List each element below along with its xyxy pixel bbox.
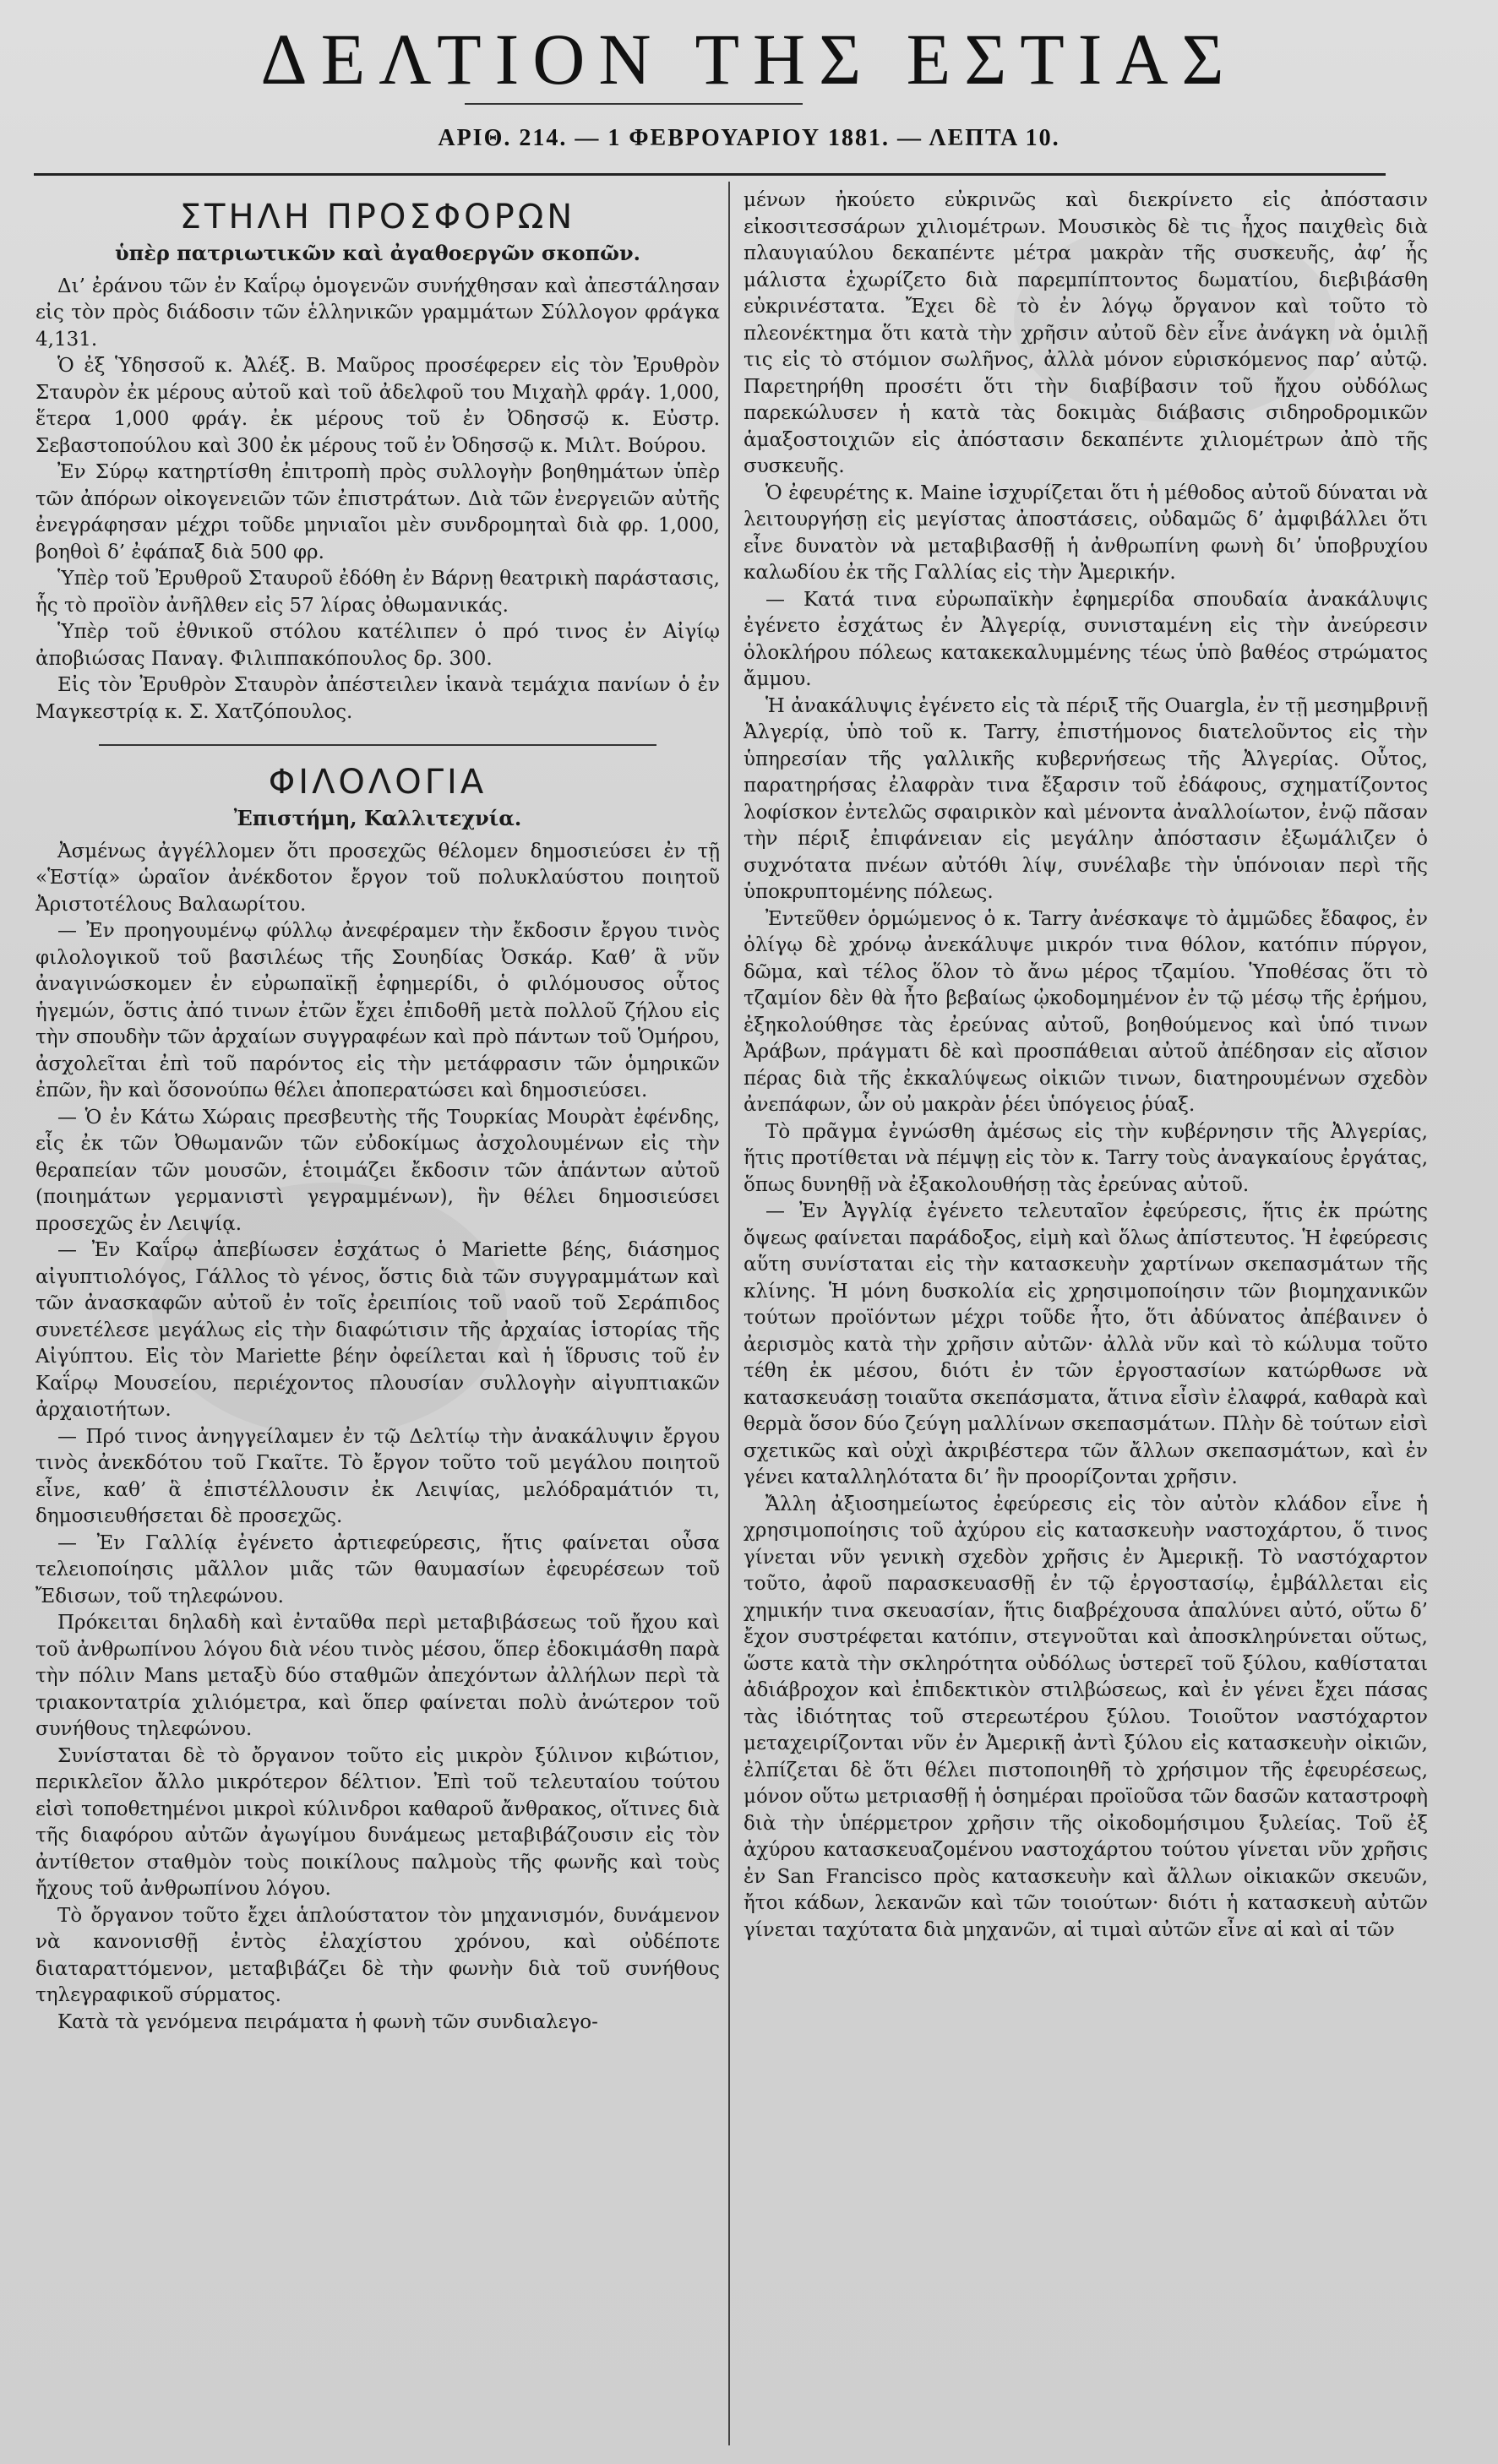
paragraph: Εἰς τὸν Ἐρυθρὸν Σταυρὸν ἀπέστειλεν ἱκανὰ τεμάχια πανίων ὁ ἐν Μαγκεστρίᾳ κ. Σ. Χατζόπουλος.	[35, 674, 720, 723]
section-rule	[99, 744, 656, 746]
paragraph: Τὸ πρᾶγμα ἐγνώσθη ἀμέσως εἰς τὴν κυβέρνησιν τῆς Ἀλγερίας, ἥτις προτίθεται νὰ πέμψῃ εἰς τὸν κ. Tarry τοὺς ἀναγκαίους ἐργάτας, ὅπως δυνηθῇ νὰ ἐξακολουθήσῃ τὰς ἐρεύνας αὐτοῦ.	[744, 1120, 1428, 1196]
paragraph: Ὑπὲρ τοῦ Ἐρυθροῦ Σταυροῦ ἐδόθη ἐν Βάρνῃ θεατρικὴ παράστασις, ἧς τὸ προϊὸν ἀνῆλθεν εἰς 57 λίρας ὀθωμανικάς.	[35, 568, 720, 617]
paragraph: μένων ἠκούετο εὐκρινῶς καὶ διεκρίνετο εἰς ἀπόστασιν εἰκοσιτεσσάρων χιλιομέτρων. Μουσικὸς δὲ τις ἦχος παιχθεὶς διὰ πλαυγιαύλου δεκαπέντε μέτρα μακρὰν τῆς συσκευῆς, ἀφ’ ἧς μάλιστα ἐχωρίζετο διὰ παρεμπίπτοντος δωματίου, διεβιβάσθη εὐκρινέστατα. Ἔχει δὲ τὸ ἐν λόγῳ ὄργανον καὶ τοῦτο τὸ πλεονέκτημα ὅτι κατὰ τὴν χρῆσιν αὐτοῦ δὲν εἶνε ἀνάγκη νὰ ὁμιλῇ τις εἰς τὸ στόμιον σωλῆνος, ἀλλὰ μόνον εὑρισκόμενος παρ’ αὐτῷ. Παρετηρήθη προσέτι ὅτι τὴν διαβίβασιν τοῦ ἤχου οὐδόλως παρεκώλυσεν ἡ κατὰ τὰς δοκιμὰς διάβασις σιδηροδρομικῶν ἁμαξοστοιχιῶν εἰς ἀπόστασιν δεκαπέντε χιλιομέτρων ἀπὸ τῆς συσκευῆς.	[744, 189, 1428, 477]
issue-line: ΑΡΙΘ. 214. — 1 ΦΕΒΡΟΥΑΡΙΟΥ 1881. — ΛΕΠΤΑ 10.	[438, 125, 1060, 151]
paragraph: Ὁ ἐφευρέτης κ. Maine ἰσχυρίζεται ὅτι ἡ μέθοδος αὐτοῦ δύναται νὰ λειτουργήσῃ εἰς μεγίστας ἀποστάσεις, οὐδαμῶς δ’ ἀμφιβάλλει ὅτι εἶνε δυνατὸν νὰ μεταβιβασθῇ ἡ ἀνθρωπίνη φωνὴ δι’ ὑποβρυχίου καλωδίου ἐκ τῆς Γαλλίας εἰς τὴν Ἀμερικήν.	[744, 481, 1428, 584]
paragraph: Ἐν Σύρῳ κατηρτίσθη ἐπιτροπὴ πρὸς συλλογὴν βοηθημάτων ὑπὲρ τῶν ἀπόρων οἰκογενειῶν τῶν ἐπιστράτων. Διὰ τῶν ἐνεργειῶν αὐτῆς ἐνεγράφησαν μέχρι τοῦδε μηνιαῖοι μὲν συνδρομηταὶ διὰ φρ. 1,000, βοηθοὶ δ’ ἐφάπαξ διὰ 500 φρ.	[35, 461, 720, 563]
paragraph: — Ἐν προηγουμένῳ φύλλῳ ἀνεφέραμεν τὴν ἔκδοσιν ἔργου τινὸς φιλολογικοῦ τοῦ βασιλέως τῆς Σουηδίας Ὀσκάρ. Καθ’ ἃ νῦν ἀναγινώσκομεν ἐν εὐρωπαϊκῇ ἐφημερίδι, ὁ φιλόμουσος οὗτος ἡγεμών, ὅστις ἀπό τινων ἐτῶν ἔχει ἐπιδοθῆ μετὰ πολλοῦ ζήλου εἰς τὴν σπουδὴν τῶν ἀρχαίων συγγραφέων καὶ πρὸ πάντων τοῦ Ὁμήρου, ἀσχολεῖται ἐπὶ τοῦ παρόντος εἰς τὴν μετάφρασιν τῶν ὁμηρικῶν ἐπῶν, ἣν καὶ ὅσονούπω θέλει ἀποπερατώσει καὶ δημοσιεύσει.	[35, 920, 720, 1101]
paragraph: Ὑπὲρ τοῦ ἐθνικοῦ στόλου κατέλιπεν ὁ πρό τινος ἐν Αἰγίῳ ἀποβιώσας Παναγ. Φιλιππακόπουλος δρ. 300.	[35, 621, 720, 670]
paragraph: Συνίσταται δὲ τὸ ὄργανον τοῦτο εἰς μικρὸν ξύλινον κιβώτιον, περικλεῖον ἄλλο μικρότερον δέλτιον. Ἐπὶ τοῦ τελευταίου τούτου εἰσὶ τοποθετημένοι μικροὶ κύλινδροι καθαροῦ ἄνθρακος, οἵτινες διὰ τῆς διαφόρου αὐτῶν ἀγωγίμου δυνάμεως μεταβιβάζουσιν εἰς τὸν ἀντίθετον σταθμὸν τοὺς ποικίλους παλμοὺς τῆς φωνῆς καὶ τοὺς ἤχους τοῦ ἀνθρωπίνου λόγου.	[35, 1744, 720, 1900]
paragraph: Πρόκειται δηλαδὴ καὶ ἐνταῦθα περὶ μεταβιβάσεως τοῦ ἤχου καὶ τοῦ ἀνθρωπίνου λόγου διὰ νέου τινὸς μέσου, ὅπερ ἐδοκιμάσθη παρὰ τὴν πόλιν Mans μεταξὺ δύο σταθμῶν ἀπεχόντων ἀλλήλων περὶ τὰ τριακοντατρία χιλιόμετρα, καὶ ὅπερ φαίνεται πολὺ ἀνώτερον τοῦ συνήθους τηλεφώνου.	[35, 1612, 720, 1740]
masthead-rule	[465, 103, 803, 105]
paragraph: Ὁ ἐξ Ὑδησσοῦ κ. Ἀλέξ. Β. Μαῦρος προσέφερεν εἰς τὸν Ἐρυθρὸν Σταυρὸν ἐκ μέρους αὐτοῦ καὶ τοῦ ἀδελφοῦ του Μιχαὴλ φράγ. 1,000, ἕτερα 1,000 φράγ. ἐκ μέρους τοῦ ἐν Ὀδησσῷ κ. Εὐστρ. Σεβαστοπούλου καὶ 300 ἐκ μέρους τοῦ ἐν Ὀδησσῷ κ. Μιλτ. Βούρου.	[35, 355, 720, 457]
right-column	[744, 188, 1428, 1944]
paragraph: Ἀσμένως ἀγγέλλομεν ὅτι προσεχῶς θέλομεν δημοσιεύσει ἐν τῇ «Ἑστίᾳ» ὡραῖον ἀνέκδοτον ἔργον τοῦ πολυκλαύστου ποιητοῦ Ἀριστοτέλους Βαλαωρίτου.	[35, 840, 720, 916]
paragraph: Τὸ ὄργανον τοῦτο ἔχει ἁπλούστατον τὸν μηχανισμόν, δυνάμενον νὰ κανονισθῇ ἐντὸς ἐλαχίστου χρόνου, καὶ οὐδέποτε διαταραττόμενον, μεταβιβάζει δὲ τὴν φωνὴν διὰ τοῦ συνήθους τηλεγραφικοῦ σύρματος.	[35, 1904, 720, 2006]
paragraph: — Ἐν Γαλλίᾳ ἐγένετο ἀρτιεφεύρεσις, ἥτις φαίνεται οὖσα τελειοποίησις μᾶλλον μιᾶς τῶν θαυμασίων ἐφευρέσεων τοῦ Ἔδισων, τοῦ τηλεφώνου.	[35, 1531, 720, 1607]
paragraph: Δι’ ἐράνου τῶν ἐν Καΐρῳ ὁμογενῶν συνήχθησαν καὶ ἀπεστάλησαν εἰς τὸν πρὸς διάδοσιν τῶν ἑλληνικῶν γραμμάτων Σύλλογον φράγκα 4,131.	[35, 275, 720, 351]
paragraph: — Ἐν Καΐρῳ ἀπεβίωσεν ἐσχάτως ὁ Mariette βέης, διάσημος αἰγυπτιολόγος, Γάλλος τὸ γένος, ὅστις διὰ τῶν συγγραμμάτων καὶ τῶν ἀνασκαφῶν αὐτοῦ ἐν τοῖς ἐρειπίοις τοῦ ναοῦ τοῦ Σεράπιδος συνετέλεσε μεγάλως εἰς τὴν διαφώτισιν τῆς ἀρχαίας ἱστορίας τῆς Αἰγύπτου. Εἰς τὸν Mariette βέην ὀφείλεται καὶ ἡ ἵδρυσις τοῦ ἐν Καΐρῳ Μουσείου, περιέχοντος πλουσίαν συλλογὴν αἰγυπτιακῶν ἀρχαιοτήτων.	[35, 1239, 720, 1421]
column-divider	[728, 182, 730, 2445]
paragraph: — Κατά τινα εὐρωπαϊκὴν ἐφημερίδα σπουδαία ἀνακάλυψις ἐγένετο ἐσχάτως ἐν Ἀλγερίᾳ, συνισταμένη εἰς τὴν ἀνεύρεσιν ὁλοκλήρου πόλεως κατακεκαλυμμένης τέως ὑπὸ βαθέος στρώματος ἄμμου.	[744, 588, 1428, 690]
paragraph: Ἡ ἀνακάλυψις ἐγένετο εἰς τὰ πέριξ τῆς Ouargla, ἐν τῇ μεσημβρινῇ Ἀλγερίᾳ, ὑπὸ τοῦ κ. Tarry, ἐπιστήμονος διατελοῦντος εἰς τὴν ὑπηρεσίαν τῆς γαλλικῆς κυβερνήσεως τῆς Ἀλγερίας. Οὗτος, παρατηρήσας ἐλαφρὰν τινα ἔξαρσιν τοῦ ἐδάφους, σχηματίζοντος λοφίσκον ἐντελῶς σφαιρικὸν καὶ μένοντα ἀναλλοίωτον, ἐνῷ πᾶσαν τὴν πέριξ ἐπιφάνειαν εἰς μεγάλην ἀπόστασιν ἐξωμάλιζεν ὁ συχνότατα πνέων αὐτόθι λίψ, συνέλαβε τὴν ὑπόνοιαν περὶ τῆς ὑποκρυπτομένης πόλεως.	[744, 694, 1428, 903]
paragraph: Κατὰ τὰ γενόμενα πειράματα ἡ φωνὴ τῶν συνδιαλεγο-	[57, 2010, 598, 2033]
section-subtitle-philology: Ἐπιστήμη, Καλλιτεχνία.	[233, 806, 522, 830]
section-title-philology: ΦΙΛΟΛΟΓΙΑ	[268, 763, 488, 802]
section-subtitle-offers: ὑπὲρ πατριωτικῶν καὶ ἀγαθοεργῶν σκοπῶν.	[115, 241, 640, 265]
paragraph: Ἐντεῦθεν ὁρμώμενος ὁ κ. Tarry ἀνέσκαψε τὸ ἀμμῶδες ἔδαφος, ἐν ὀλίγῳ δὲ χρόνῳ ἀνεκάλυψε μικρόν τινα θόλον, κατόπιν πύργον, δῶμα, καὶ τέλος ὅλον τὸ ἄνω μέρος τζαμίου. Ὑποθέσας ὅτι τὸ τζαμίον δὲν θὰ ἦτο βεβαίως ᾠκοδομημένον ἐν τῷ μέσῳ τῆς ἐρήμου, ἐξηκολούθησε τὰς ἐρεύνας αὐτοῦ, βοηθούμενος καὶ ὑπό τινων Ἀράβων, πράγματι δὲ καὶ προσπάθειαι αὐτοῦ ἀπέδησαν εἰς αἴσιον πέρας διὰ τῆς ἐκκαλύψεως οἰκιῶν τινων, διατηρουμένων σχεδὸν ἀνεπάφων, ὧν οὐ μακρὰν ῥέει ὑπόγειος ῥύαξ.	[744, 907, 1428, 1116]
paragraph: — Ἐν Ἀγγλίᾳ ἐγένετο τελευταῖον ἐφεύρεσις, ἥτις ἐκ πρώτης ὄψεως φαίνεται παράδοξος, εἰμὴ καὶ ὅλως ἀπίστευτος. Ἡ ἐφεύρεσις αὕτη συνίσταται εἰς τὴν κατασκευὴν χαρτίνων σκεπασμάτων τῆς κλίνης. Ἡ μόνη δυσκολία εἰς χρησιμοποίησιν τῶν βιομηχανικῶν τούτων προϊόντων μέχρι τοῦδε ἦτο, ὅτι ἀδύνατος ἀπέβαινεν ὁ ἀερισμὸς κατὰ τὴν χρῆσιν αὐτῶν· ἀλλὰ νῦν καὶ τὸ κώλυμα τοῦτο τέθη ἐκ μέσου, διότι ἐν τῶν ἐργοστασίων κατώρθωσε νὰ κατασκευάσῃ τοιαῦτα σκεπάσματα, ἅτινα εἶσὶν ἐλαφρά, καθαρὰ καὶ θερμὰ ὅσον δύο ζεύγη μαλλίνων σκεπασμάτων. Πλὴν δὲ τούτων εἰσὶ σχετικῶς καὶ οὐχὶ ἀκριβέστερα τῶν ἄλλων σκεπασμάτων, καὶ ἐν γένει καταλληλότατα δι’ ἣν προορίζονται χρῆσιν.	[744, 1200, 1428, 1488]
masthead-title: ΔΕΛΤΙΟΝ ΤΗΣ ΕΣΤΙΑΣ	[260, 19, 1238, 100]
paragraph: — Ὁ ἐν Κάτω Χώραις πρεσβευτὴς τῆς Τουρκίας Μουρὰτ ἐφένδης, εἷς ἐκ τῶν Ὀθωμανῶν τῶν εὐδοκίμως ἀσχολουμένων εἰς τὴν θεραπείαν τῶν μουσῶν, ἑτοιμάζει ἔκδοσιν τῶν ἁπάντων αὐτοῦ (ποιημάτων γερμανιστὶ γεγραμμένων), ἣν θέλει δημοσιεύσει προσεχῶς ἐν Λειψίᾳ.	[35, 1106, 720, 1235]
left-column	[35, 188, 720, 2036]
section-title-offers: ΣΤΗΛΗ ΠΡΟΣΦΟΡΩΝ	[179, 198, 576, 237]
paragraph: — Πρό τινος ἀνηγγείλαμεν ἐν τῷ Δελτίῳ τὴν ἀνακάλυψιν ἔργου τινὸς ἀνεκδότου τοῦ Γκαῖτε. Τὸ ἔργον τοῦτο τοῦ μεγάλου ποιητοῦ εἶνε, καθ’ ἃ ἐπιστέλλουσιν ἐκ Λειψίας, μελόδραμάτιόν τι, δημοσιευθήσεται δὲ προσεχῶς.	[35, 1425, 720, 1527]
header-rule	[34, 173, 1386, 176]
paragraph: Ἄλλη ἀξιοσημείωτος ἐφεύρεσις εἰς τὸν αὐτὸν κλάδον εἶνε ἡ χρησιμοποίησις τοῦ ἀχύρου εἰς κατασκευὴν ναστοχάρτου, ὅ τινος γίνεται νῦν γενικὴ σχεδὸν χρῆσις ἐν Ἀμερικῇ. Τὸ ναστόχαρτον τοῦτο, ἀφοῦ παρασκευασθῇ ἐν τῷ ἐργοστασίῳ, ἐμβάλλεται εἰς χημικήν τινα σκευασίαν, ἥτις διαβρέχουσα ἁπαλύνει αὐτό, οὕτω δ’ ἔχον συστρέφεται κατόπιν, στεγνοῦται καὶ ἀποσκληρύνεται οὕτως, ὥστε κατὰ τὴν σκληρότητα οὐδόλως ὑστερεῖ τοῦ ξύλου, καθίσταται ἀδιάβροχον καὶ ἐπιδεκτικὸν στιλβώσεως, καὶ ἐν γένει ἔχει πάσας τὰς ἰδιότητας τοῦ στερεωτέρου ξύλου. Τοιοῦτον ναστόχαρτον μεταχειρίζονται νῦν ἐν Ἀμερικῇ ἀντὶ ξύλου εἰς κατασκευὴν οἰκιῶν, ἐλπίζεται δὲ ὅτι θέλει πιστοποιηθῆ τὸ χρήσιμον τῆς ἐφευρέσεως, μόνον οὕτω μετριασθῇ ἡ ὁσημέραι προϊοῦσα τῶν δασῶν καταστροφὴ διὰ τὴν ὑπέρμετρον χρῆσιν τῆς οἰκοδομήσιμου ξυλείας. Τοῦ ἐξ ἀχύρου κατασκευαζομένου ναστοχάρτου τούτου γίνεται νῦν χρῆσις ἐν San Francisco πρὸς κατασκευὴν καὶ ἄλλων οἰκιακῶν σκευῶν, ἤτοι κάδων, λεκανῶν καὶ τῶν τοιούτων· διότι ἡ κατασκευὴ αὐτῶν γίνεται ταχύτατα διὰ μηχανῶν, αἱ τιμαὶ αὐτῶν εἶνε αἱ καὶ αἱ τῶν	[744, 1493, 1428, 1941]
